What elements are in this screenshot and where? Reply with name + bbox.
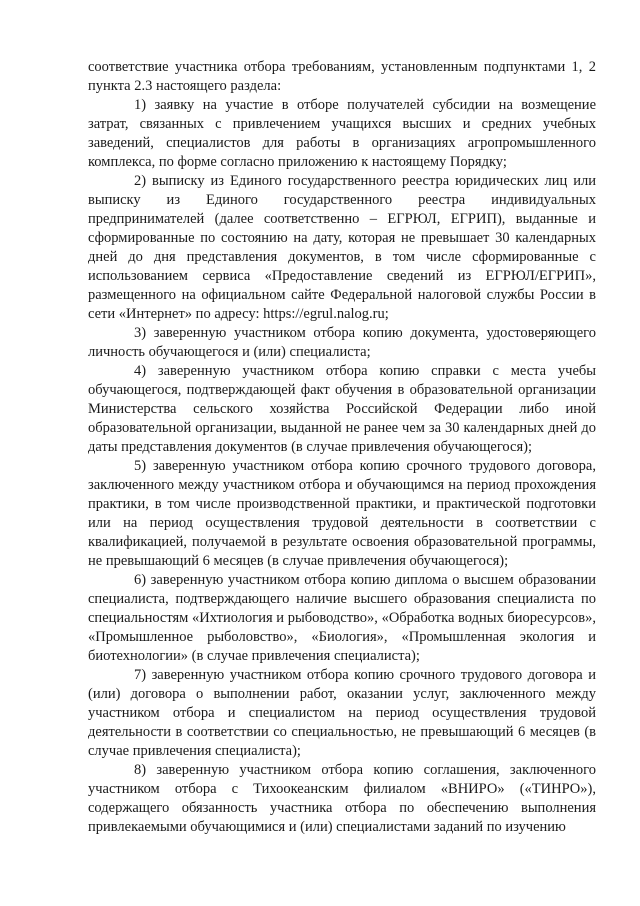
list-item-7-specialist-contract: 7) заверенную участником отбора копию срочного трудового договора и (или) договора о выполнении работ, оказании услуг, заключенного между участником отбора и специалистом на период осуществления трудовой деятельности в соответствии со специальностью, не превышающий 6 месяцев (в случае привлечения специалиста); xyxy=(88,667,596,759)
list-item-3-identity-document: 3) заверенную участником отбора копию документа, удостоверяющего личность обучающегося и (или) специалиста; xyxy=(88,325,596,360)
list-item-2-egrul-extract: 2) выписку из Единого государственного реестра юридических лиц или выписку из Единого государственного реестра индивидуальных предпринимателей (далее соответственно – ЕГРЮЛ, ЕГРИП), выданные и сформированные по состоянию на дату, которая не превышает 30 календарных дней до дня представления документов, в том числе сформированные с использованием сервиса «Предоставление сведений из ЕГРЮЛ/ЕГРИП», размещенного на официальном сайте Федеральной налоговой службы России в сети «Интернет» по адресу: https://egrul.nalog.ru; xyxy=(88,173,596,322)
document-page xyxy=(88,58,596,837)
list-item-1-application: 1) заявку на участие в отборе получателей субсидии на возмещение затрат, связанных с привлечением учащихся высших и средних учебных заведений, специалистов для работы в организациях агропромышленного комплекса, по форме согласно приложению к настоящему Порядку; xyxy=(88,97,596,170)
list-item-8-tinro-agreement: 8) заверенную участником отбора копию соглашения, заключенного участником отбора с Тихоокеанским филиалом «ВНИРО» («ТИНРО»), содержащего обязанность участника отбора по обеспечению выполнения привлекаемыми обучающимися и (или) специалистами заданий по изучению xyxy=(88,762,596,835)
list-item-4-study-certificate: 4) заверенную участником отбора копию справки с места учебы обучающегося, подтверждающей факт обучения в образовательной организации Министерства сельского хозяйства Российской Федерации либо иной образовательной организации, выданной не ранее чем за 30 календарных дней до даты представления документов (в случае привлечения обучающегося); xyxy=(88,363,596,455)
list-item-6-diploma: 6) заверенную участником отбора копию диплома о высшем образовании специалиста, подтверждающего наличие высшего образования специалиста по специальностям «Ихтиология и рыбоводство», «Обработка водных биоресурсов», «Промышленное рыболовство», «Биология», «Промышленная экология и биотехнологии» (в случае привлечения специалиста); xyxy=(88,572,596,664)
paragraph-continuation: соответствие участника отбора требованиям, установленным подпунктами 1, 2 пункта 2.3 настоящего раздела: xyxy=(88,59,596,94)
list-item-5-student-contract: 5) заверенную участником отбора копию срочного трудового договора, заключенного между участником отбора и обучающимся на период прохождения практики, в том числе производственной практики, и практической подготовки или на период осуществления трудовой деятельности в соответствии с квалификацией, получаемой в результате освоения образовательной программы, не превышающий 6 месяцев (в случае привлечения обучающегося); xyxy=(88,458,596,569)
